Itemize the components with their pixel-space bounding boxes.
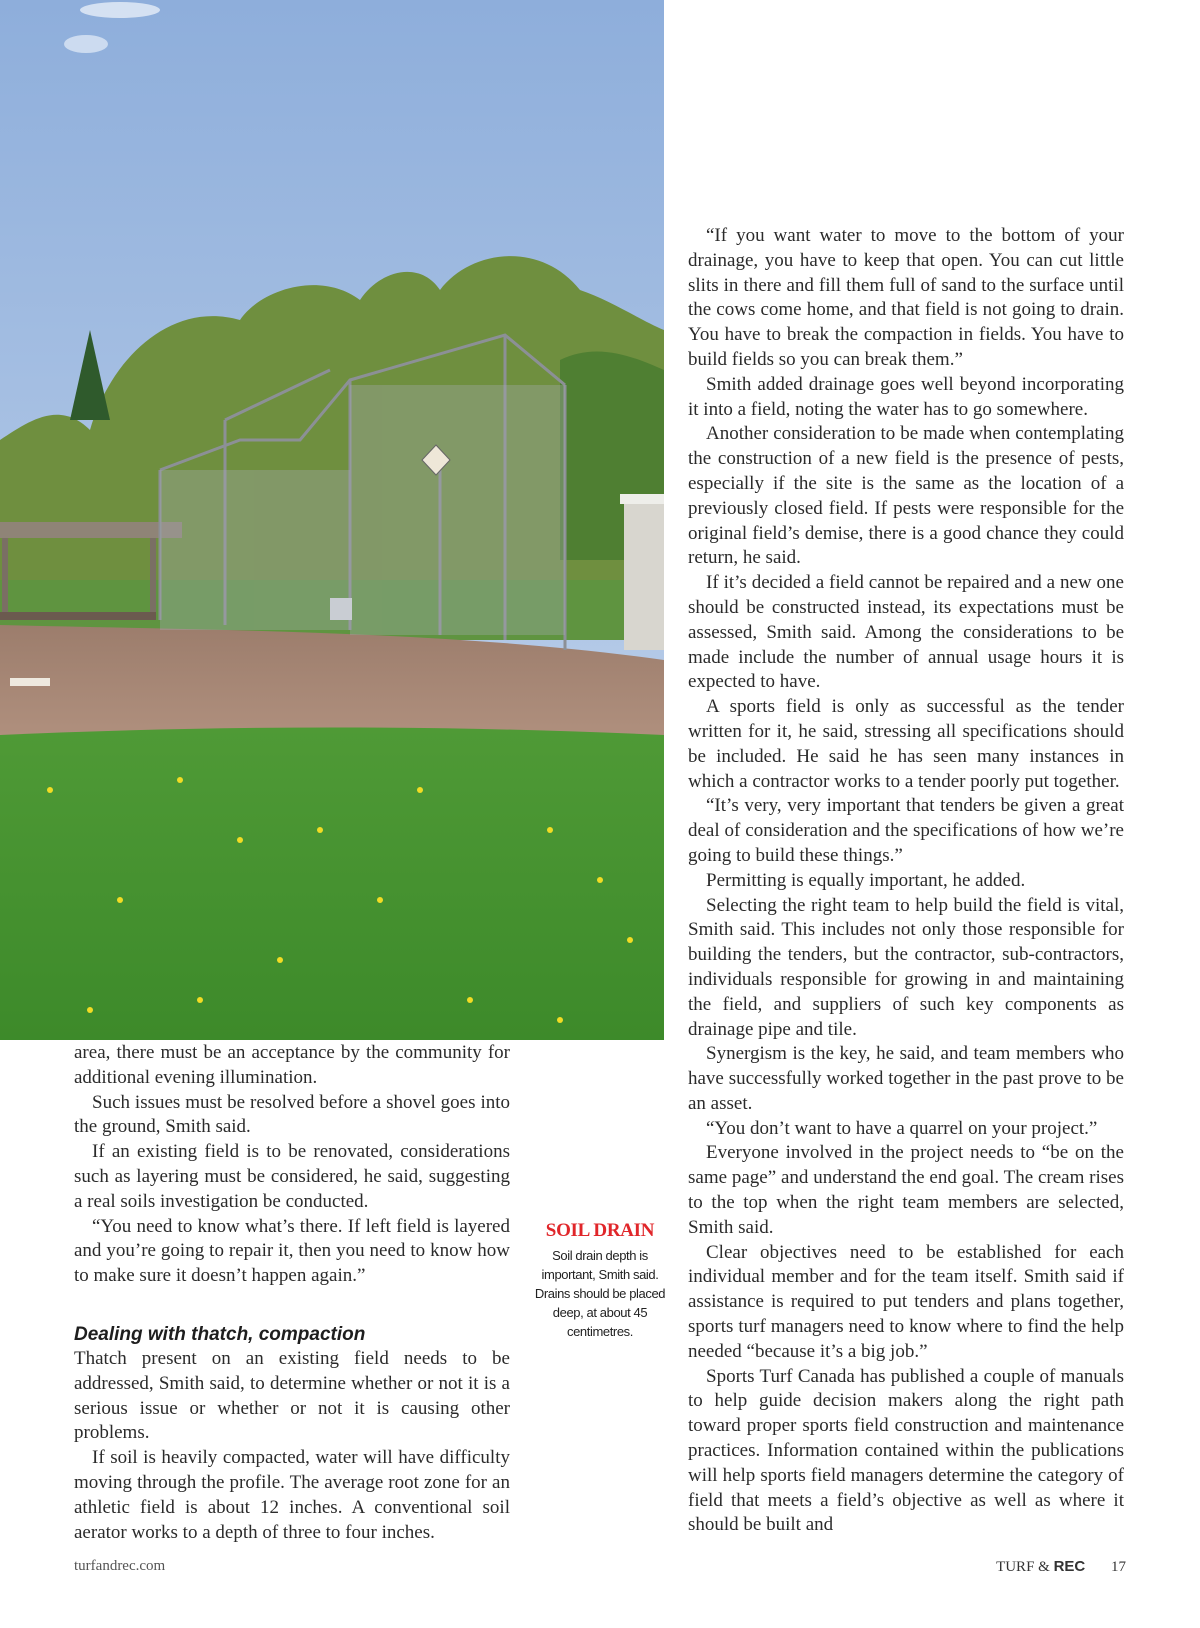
callout-text: Soil drain depth is important, Smith said. Drains should be placed deep, at about 45 centimetres. xyxy=(534,1248,666,1339)
paragraph: “It’s very, very important that tenders be given a great deal of consideration and the specifications of how we’re going to build these things.” xyxy=(688,795,1124,866)
paragraph: Another consideration to be made when contemplating the construction of a new field is the presence of pests, especially if the site is the same as the location of a previously closed field. If pests were responsible for the original field’s demise, there is a good chance they could return, he said. xyxy=(688,423,1124,569)
paragraph: Synergism is the key, he said, and team members who have successfully worked together in the past prove to be an asset. xyxy=(688,1043,1124,1114)
paragraph: “You need to know what’s there. If left field is layered and you’re going to repair it, then you need to know how to make sure it doesn’t happen again.” xyxy=(74,1215,510,1287)
paragraph: area, there must be an acceptance by the community for additional evening illumination. xyxy=(74,1042,510,1088)
paragraph: Permitting is equally important, he added. xyxy=(706,869,1026,891)
brand-rec: REC xyxy=(1053,1558,1086,1575)
paragraph: Sports Turf Canada has published a couple of manuals to help guide decision makers along the right path toward proper sports field construction and maintenance practices. Information contained within the publications will help sports field managers determine the category of field that meets a field’s objective as well as where it should be built and xyxy=(688,1365,1124,1536)
paragraph: If soil is heavily compacted, water will have difficulty moving through the profile. The average root zone for an athletic field is about 12 inches. A conventional soil aerator works to a depth of three to four inches. xyxy=(74,1447,510,1543)
paragraph: Selecting the right team to help build the field is vital, Smith said. This includes not only those responsible for building the tenders, but the contractor, sub-contractors, individuals responsible for growing in and maintaining the field, and suppliers of such key components as drainage pipe and tile. xyxy=(688,894,1124,1040)
brand-turf: TURF & xyxy=(996,1559,1050,1575)
paragraph: Thatch present on an existing field needs to be addressed, Smith said, to determine whether or not it is a serious issue or whether or not it is causing other problems. xyxy=(74,1347,510,1444)
footer-website: turfandrec.com xyxy=(74,1558,166,1574)
paragraph: Everyone involved in the project needs to “be on the same page” and understand the end goal. The cream rises to the top when the right team members are selected, Smith said. xyxy=(688,1142,1124,1238)
baseball-field-photo xyxy=(0,0,664,1040)
photo-caption-callout xyxy=(534,1220,666,1341)
paragraph: “If you want water to move to the bottom of your drainage, you have to keep that open. You can cut little slits in there and fill them full of sand to the surface until the cows come home, and that field is not going to drain. You have to break the compaction in fields. You have to build fields so you can break them.” xyxy=(688,225,1124,370)
photo-illustration xyxy=(0,0,664,1040)
paragraph: A sports field is only as successful as the tender written for it, he said, stressing all specifications should be included. He said he has seen many instances in which a contractor works to a tender poorly put together. xyxy=(688,696,1124,792)
section-subhead: Dealing with thatch, compaction xyxy=(74,1323,366,1345)
paragraph: “You don’t want to have a quarrel on your project.” xyxy=(706,1117,1098,1139)
paragraph: Such issues must be resolved before a shovel goes into the ground, Smith said. xyxy=(74,1091,510,1138)
paragraph: Clear objectives need to be established for each individual member and for the team itself. Smith said if assistance is required to put tenders and plans together, sports turf managers need to know where to find the help needed “because it’s a big job.” xyxy=(688,1241,1124,1362)
footer-brand xyxy=(996,1558,1126,1576)
paragraph: If it’s decided a field cannot be repaired and a new one should be constructed instead, its expectations must be assessed, Smith said. Among the considerations to be made include the number of annual usage hours it is expected to have. xyxy=(688,572,1124,693)
page-number: 17 xyxy=(1111,1559,1126,1575)
callout-title: SOIL DRAIN xyxy=(545,1220,655,1241)
left-column xyxy=(74,1041,510,1545)
paragraph: Smith added drainage goes well beyond incorporating it into a field, noting the water has to go somewhere. xyxy=(688,373,1124,420)
right-column xyxy=(688,224,1124,1538)
paragraph: If an existing field is to be renovated, considerations such as layering must be considered, he said, suggesting a real soils investigation be conducted. xyxy=(74,1141,510,1212)
